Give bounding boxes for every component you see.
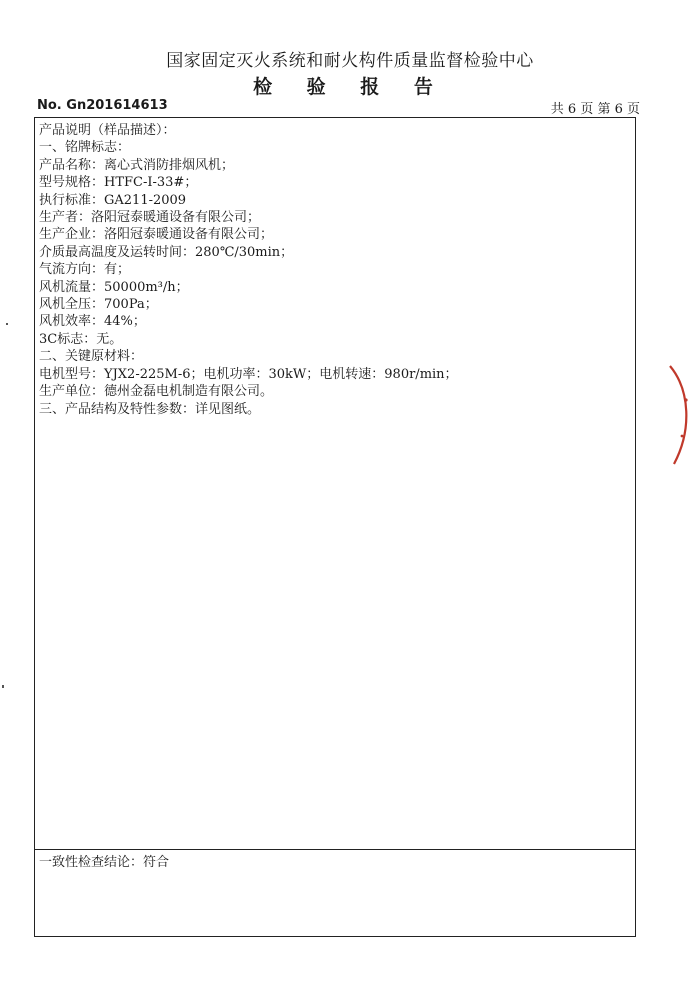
conclusion-divider: [35, 849, 635, 850]
page-info: 共 6 页 第 6 页: [550, 102, 640, 117]
report-number: No. Gn201614613: [37, 98, 168, 113]
product-description: [39, 122, 631, 418]
description-line: 风机效率：44%；: [39, 314, 146, 330]
report-frame: [34, 117, 636, 937]
description-line: 产品名称：离心式消防排烟风机；: [39, 157, 235, 173]
description-line: 一、铭牌标志：: [39, 140, 131, 156]
description-line: 风机全压：700Pa；: [39, 297, 158, 313]
description-line: 电机型号：YJX2-225M-6；电机功率：30kW；电机转速：980r/min；: [39, 366, 458, 382]
description-line: 生产者：洛阳冠泰暖通设备有限公司；: [39, 210, 261, 226]
scan-speck: [6, 323, 8, 325]
description-line: 执行标准：GA211-2009: [39, 192, 187, 208]
description-line: 二、关键原材料：: [39, 349, 144, 365]
description-line: 生产企业：洛阳冠泰暖通设备有限公司；: [39, 227, 274, 243]
description-line: 三、产品结构及特性参数：详见图纸。: [39, 401, 261, 417]
description-line: 介质最高温度及运转时间：280℃/30min；: [39, 244, 294, 260]
scan-speck: [2, 685, 4, 688]
org-title: 国家固定灭火系统和耐火构件质量监督检验中心: [166, 51, 534, 71]
description-line: 3C标志：无。: [39, 331, 123, 347]
description-line: 生产单位：德州金磊电机制造有限公司。: [39, 384, 274, 400]
conformity-conclusion: 一致性检查结论：符合: [39, 855, 170, 870]
description-line: 型号规格：HTFC-I-33#；: [39, 175, 198, 191]
description-line: 气流方向：有；: [39, 262, 131, 278]
description-line: 风机流量：50000m³/h；: [39, 279, 189, 295]
report-title: 检 验 报 告: [253, 76, 447, 98]
description-line: 产品说明（样品描述）：: [39, 123, 176, 138]
stamp-edge-mark: [664, 360, 700, 470]
